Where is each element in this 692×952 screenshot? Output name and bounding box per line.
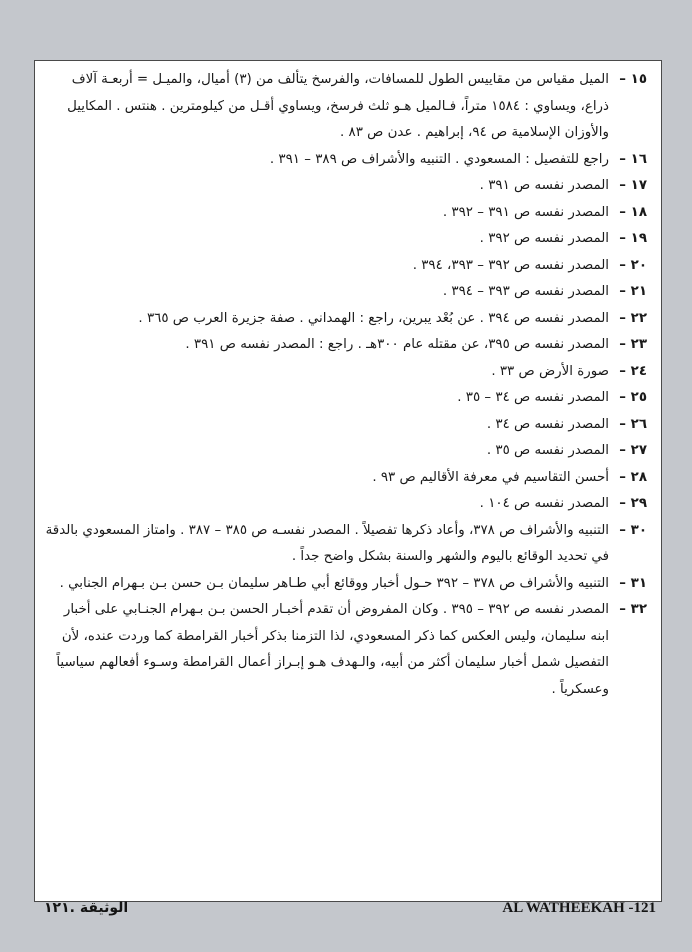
footnote-text: المصدر نفسه ص ٣٩١ – ٣٩٢ .	[442, 204, 609, 220]
footnote-19	[45, 226, 647, 253]
footnote-text: المصدر نفسه ص ٣٩٥، عن مقتله عام ٣٠٠هـ . راجع : المصدر نفسه ص ٣٩١ .	[185, 337, 609, 352]
footnote-text: المصدر نفسه ص ٣٩١ .	[479, 178, 609, 193]
footnote-23	[45, 332, 647, 359]
footnote-text: صورة الأرض ص ٣٣ .	[491, 363, 609, 379]
footnote-32	[45, 597, 647, 703]
footnote-text: المصدر نفسه ص ٣٤ .	[486, 416, 609, 432]
footnote-25	[45, 385, 647, 412]
page-footer-arabic: الوثيقة .١٢١	[44, 900, 129, 916]
footnote-number: ٢٨ –	[619, 469, 647, 485]
footnote-17	[45, 173, 647, 200]
footnote-number: ٢٤ –	[619, 363, 647, 379]
footnote-text: المصدر نفسه ص ١٠٤ .	[479, 496, 609, 511]
footnote-26	[45, 412, 647, 439]
footnote-text: المصدر نفسه ص ٣٩٢ .	[479, 231, 609, 246]
footnote-number: ١٦ –	[619, 151, 647, 167]
footnote-29	[45, 491, 647, 518]
footnote-31	[45, 571, 647, 598]
footnote-number: ٣١ –	[619, 575, 647, 591]
footnote-number: ١٩ –	[619, 231, 647, 246]
footnote-text: التنبيه والأشراف ص ٣٧٨، وأعاد ذكرها تفصيلاً . المصدر نفسـه ص ٣٨٥ – ٣٨٧ . وامتاز المسعودي بالدقة في تحديد الوقائع باليوم والشهر والسنة بشكل واضح جداً .	[45, 522, 609, 564]
footnote-number: ١٨ –	[619, 204, 647, 220]
footnotes-list	[45, 67, 647, 703]
page-footer-english: AL WATHEEKAH -121	[502, 900, 656, 916]
footnote-number: ٢٩ –	[619, 496, 647, 511]
footnote-number: ١٥ –	[619, 72, 647, 87]
footnote-number: ٢٢ –	[619, 310, 647, 326]
footnote-22	[45, 306, 647, 333]
footnote-18	[45, 200, 647, 227]
footnote-text: المصدر نفسه ص ٣٩٢ – ٣٩٣، ٣٩٤ .	[412, 257, 609, 273]
footnote-text: التنبيه والأشراف ص ٣٧٨ – ٣٩٢ حـول أخبار ووقائع أبي طـاهر سليمان بـن حسن بـن بـهرام الجنابي .	[59, 575, 609, 591]
footnote-24	[45, 359, 647, 386]
footnote-number: ٢٠ –	[619, 257, 647, 273]
page-frame	[34, 60, 662, 902]
footnote-30	[45, 518, 647, 571]
footnote-20	[45, 253, 647, 280]
footnote-number: ٢٥ –	[619, 390, 647, 405]
footnote-number: ٢٦ –	[619, 416, 647, 432]
footnote-text: المصدر نفسه ص ٣٤ – ٣٥ .	[457, 390, 609, 405]
footnote-number: ٢١ –	[619, 284, 647, 299]
footnote-text: المصدر نفسه ص ٣٩٢ – ٣٩٥ . وكان المفروض أن تقدم أخبـار الحسن بـن بـهرام الجنـابي على أخبار ابنه سليمان، وليس العكس كما ذكر المسعودي، لذا التزمنا بذكر أخبار القرامطة كما وردت عنده، لأن التفصيل شمل أخبار سليمان أكثر من أبيه، والـهدف هـو إبـراز أعمال القرامطة وسـوء أفعالهم سياسياً وعسكرياً .	[56, 602, 609, 697]
footnote-27	[45, 438, 647, 465]
footnote-number: ٣٠ –	[619, 522, 647, 538]
footnote-text: المصدر نفسه ص ٣٩٣ – ٣٩٤ .	[442, 284, 609, 299]
footnote-text: الميل مقياس من مقاييس الطول للمسافات، والفرسخ يتألف من (٣) أميال، والميـل = أربعـة آلاف ذراع، ويساوي : ١٥٨٤ متراً، فـالميل هـو ثلث فرسخ، ويساوي أقـل من كيلومترين . هنتس . المكاييل والأوزان الإسلامية ص ٩٤، إبراهيم . عدن ص ٨٣ .	[67, 72, 609, 140]
footnote-15	[45, 67, 647, 147]
footnote-number: ٢٣ –	[619, 337, 647, 352]
footnote-text: المصدر نفسه ص ٣٥ .	[486, 443, 609, 458]
footnote-number: ٢٧ –	[619, 443, 647, 458]
footnote-number: ١٧ –	[619, 178, 647, 193]
footnote-text: أحسن التقاسيم في معرفة الأقاليم ص ٩٣ .	[372, 469, 609, 485]
footnote-text: المصدر نفسه ص ٣٩٤ . عن بُعْد يبرين، راجع : الهمداني . صفة جزيرة العرب ص ٣٦٥ .	[138, 310, 609, 326]
footnote-28	[45, 465, 647, 492]
footnote-21	[45, 279, 647, 306]
footnote-number: ٣٢ –	[619, 602, 647, 617]
footnote-text: راجع للتفصيل : المسعودي . التنبيه والأشراف ص ٣٨٩ – ٣٩١ .	[269, 151, 609, 167]
footnote-16	[45, 147, 647, 174]
